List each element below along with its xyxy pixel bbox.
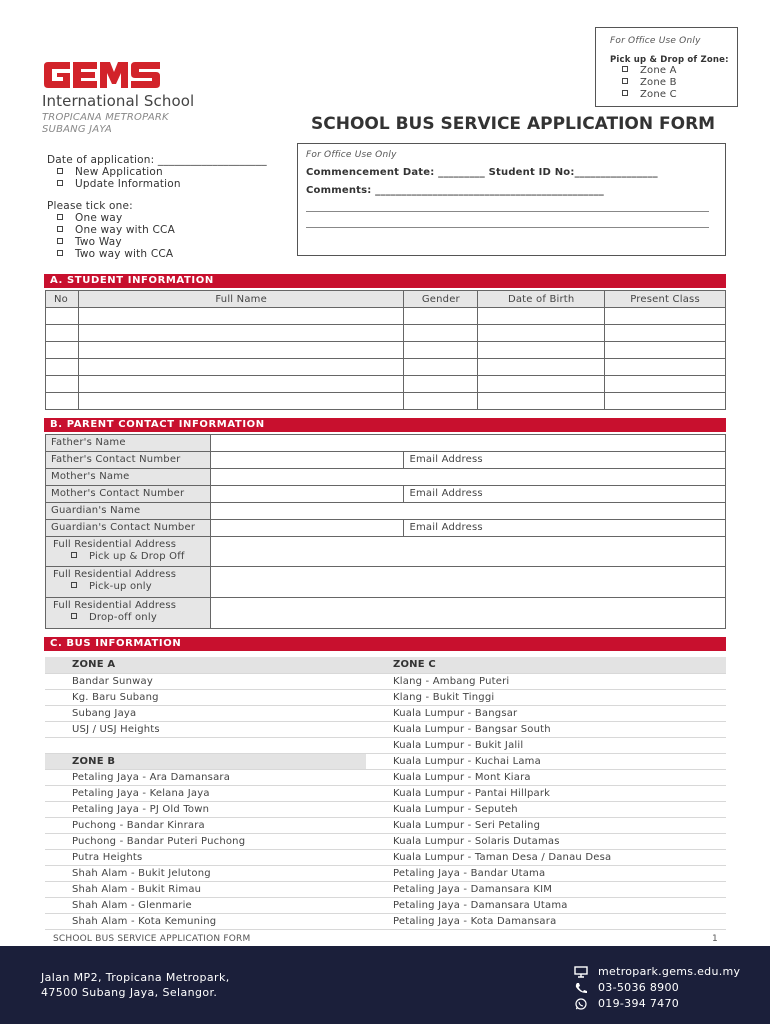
table-row[interactable]: [46, 452, 726, 469]
logo-school-name: International School: [42, 92, 195, 110]
zone-area: Petaling Jaya - Damansara KIM: [366, 881, 726, 897]
checkbox[interactable]: [57, 250, 63, 256]
zone-area: Kuala Lumpur - Taman Desa / Danau Desa: [366, 849, 726, 865]
table-row[interactable]: [46, 537, 726, 567]
office-use-label: For Office Use Only: [610, 36, 701, 46]
application-type-option[interactable]: New Application: [47, 166, 267, 178]
zone-area: Subang Jaya: [45, 705, 366, 721]
zone-row: [45, 705, 726, 721]
checkbox[interactable]: [57, 226, 63, 232]
mother-name-label: Mother's Name: [46, 469, 211, 486]
address-line1: Jalan MP2, Tropicana Metropark,: [41, 971, 230, 984]
address-label: Full Residential Address Pick-up only: [46, 567, 211, 598]
zone-row: [45, 833, 726, 849]
zone-heading: ZONE A: [45, 657, 366, 673]
zone-row: [45, 721, 726, 737]
zone-area: Petaling Jaya - Kelana Jaya: [45, 785, 366, 801]
zone-area: Petaling Jaya - Kota Damansara: [366, 913, 726, 929]
page-footer-form-name: SCHOOL BUS SERVICE APPLICATION FORM: [53, 934, 251, 944]
zone-area: Klang - Ambang Puteri: [366, 673, 726, 689]
zone-area: Shah Alam - Bukit Jelutong: [45, 865, 366, 881]
zone-row: [45, 865, 726, 881]
zone-area: Shah Alam - Bukit Rimau: [45, 881, 366, 897]
pickup-zone-label: Pick up & Drop of Zone:: [610, 55, 729, 65]
table-row[interactable]: [46, 503, 726, 520]
guardian-contact-label: Guardian's Contact Number: [46, 520, 211, 537]
zone-area: Putra Heights: [45, 849, 366, 865]
trip-option[interactable]: Two Way: [47, 236, 267, 248]
application-info: [47, 154, 267, 260]
checkbox[interactable]: [71, 582, 77, 588]
section-b-header: B. PARENT CONTACT INFORMATION: [44, 418, 726, 432]
page-number: 1: [712, 934, 718, 944]
comment-line[interactable]: [306, 218, 709, 228]
guardian-contact-field[interactable]: [210, 520, 404, 537]
table-row[interactable]: [46, 342, 726, 359]
col-no: No: [46, 291, 79, 308]
checkbox[interactable]: [57, 214, 63, 220]
table-row[interactable]: [46, 325, 726, 342]
section-a-header: A. STUDENT INFORMATION: [44, 274, 726, 288]
zone-area: Bandar Sunway: [45, 673, 366, 689]
zone-row: [45, 817, 726, 833]
father-contact-label: Father's Contact Number: [46, 452, 211, 469]
office-use-zone-box: [595, 27, 738, 107]
trip-option[interactable]: One way: [47, 212, 267, 224]
father-contact-field[interactable]: [210, 452, 404, 469]
zone-area: Kuala Lumpur - Seputeh: [366, 801, 726, 817]
zone-row: [45, 849, 726, 865]
zone-area: Puchong - Bandar Kinrara: [45, 817, 366, 833]
logo-campus-line1: TROPICANA METROPARK: [42, 112, 169, 123]
zone-heading: ZONE C: [366, 657, 726, 673]
checkbox[interactable]: [71, 552, 77, 558]
checkbox[interactable]: [622, 66, 628, 72]
zone-area: Kuala Lumpur - Seri Petaling: [366, 817, 726, 833]
zone-row: [45, 785, 726, 801]
zone-area: Petaling Jaya - Ara Damansara: [45, 769, 366, 785]
zone-heading: ZONE B: [45, 753, 366, 769]
table-header-row: [46, 291, 726, 308]
table-row[interactable]: [46, 359, 726, 376]
application-type-option[interactable]: Update Information: [47, 178, 267, 190]
trip-option[interactable]: One way with CCA: [47, 224, 267, 236]
zone-area: Kuala Lumpur - Bukit Jalil: [366, 737, 726, 753]
mother-contact-label: Mother's Contact Number: [46, 486, 211, 503]
zone-area: Kg. Baru Subang: [45, 689, 366, 705]
zone-area: Kuala Lumpur - Bangsar: [366, 705, 726, 721]
monitor-icon: [574, 966, 588, 978]
office-use-label: For Office Use Only: [306, 150, 397, 160]
zone-area: Klang - Bukit Tinggi: [366, 689, 726, 705]
zone-area: Petaling Jaya - Bandar Utama: [366, 865, 726, 881]
zone-row: [45, 881, 726, 897]
website-link[interactable]: metropark.gems.edu.my: [598, 965, 741, 978]
guardian-email-field[interactable]: Email Address: [404, 520, 726, 537]
comments-row[interactable]: Comments: ____________________________________________: [306, 185, 604, 196]
address-field[interactable]: [210, 598, 725, 629]
school-address: [41, 970, 230, 1000]
table-row[interactable]: [46, 393, 726, 410]
date-of-application[interactable]: Date of application: ____________________: [47, 154, 267, 166]
checkbox[interactable]: [57, 238, 63, 244]
zone-area: Petaling Jaya - PJ Old Town: [45, 801, 366, 817]
table-row[interactable]: [46, 435, 726, 452]
table-row[interactable]: [46, 598, 726, 629]
zone-option[interactable]: Zone C: [610, 89, 737, 101]
gems-wordmark: [42, 60, 162, 90]
zone-area: Shah Alam - Glenmarie: [45, 897, 366, 913]
father-name-label: Father's Name: [46, 435, 211, 452]
tick-one-label: Please tick one:: [47, 200, 133, 212]
section-c-header: C. BUS INFORMATION: [44, 637, 726, 651]
logo-campus-line2: SUBANG JAYA: [42, 124, 112, 135]
zone-area: Kuala Lumpur - Bangsar South: [366, 721, 726, 737]
phone-icon: [574, 982, 588, 994]
whatsapp-number[interactable]: 019-394 7470: [598, 997, 680, 1010]
zone-option[interactable]: Zone B: [610, 77, 737, 89]
whatsapp-icon: [574, 998, 588, 1010]
zone-area: Kuala Lumpur - Kuchai Lama: [366, 753, 726, 769]
commencement-row[interactable]: Commencement Date: _________ Student ID No:________________: [306, 167, 658, 178]
address-line2: 47500 Subang Jaya, Selangor.: [41, 986, 218, 999]
checkbox[interactable]: [57, 168, 63, 174]
mother-name-field[interactable]: [210, 469, 725, 486]
col-dob: Date of Birth: [478, 291, 605, 308]
student-info-table: [45, 290, 726, 410]
checkbox[interactable]: [622, 90, 628, 96]
office-use-details-box: [297, 143, 726, 256]
checkbox[interactable]: [71, 613, 77, 619]
zone-area: USJ / USJ Heights: [45, 721, 366, 737]
zone-row: [45, 801, 726, 817]
zone-row: [45, 769, 726, 785]
table-row[interactable]: [46, 376, 726, 393]
zone-area: Petaling Jaya - Damansara Utama: [366, 897, 726, 913]
mother-email-field[interactable]: Email Address: [404, 486, 726, 503]
address-field[interactable]: [210, 537, 725, 567]
mother-contact-field[interactable]: [210, 486, 404, 503]
zone-row: [45, 737, 726, 753]
zone-row: [45, 689, 726, 705]
checkbox[interactable]: [57, 180, 63, 186]
checkbox[interactable]: [622, 78, 628, 84]
zone-option[interactable]: Zone A: [610, 65, 737, 77]
zone-row: [45, 753, 726, 769]
zone-empty-cell: [45, 737, 366, 753]
zone-area: Kuala Lumpur - Solaris Dutamas: [366, 833, 726, 849]
contact-list: [574, 964, 740, 1012]
whatsapp-row[interactable]: [574, 996, 740, 1012]
guardian-name-field[interactable]: [210, 503, 725, 520]
table-row[interactable]: [46, 469, 726, 486]
table-row[interactable]: [46, 308, 726, 325]
zone-row: [45, 673, 726, 689]
bus-zone-table: [45, 657, 726, 930]
father-email-field[interactable]: Email Address: [404, 452, 726, 469]
table-row[interactable]: [46, 486, 726, 503]
guardian-name-label: Guardian's Name: [46, 503, 211, 520]
col-gender: Gender: [404, 291, 478, 308]
zone-row: [45, 657, 726, 673]
form-title: SCHOOL BUS SERVICE APPLICATION FORM: [311, 114, 716, 134]
phone-number[interactable]: 03-5036 8900: [598, 981, 680, 994]
zone-row: [45, 913, 726, 929]
website-row[interactable]: [574, 964, 740, 980]
comment-line[interactable]: [306, 202, 709, 212]
zone-row: [45, 897, 726, 913]
address-field[interactable]: [210, 567, 725, 598]
address-label: Full Residential Address Drop-off only: [46, 598, 211, 629]
zone-area: Shah Alam - Kota Kemuning: [45, 913, 366, 929]
zone-area: Puchong - Bandar Puteri Puchong: [45, 833, 366, 849]
zone-area: Kuala Lumpur - Pantai Hillpark: [366, 785, 726, 801]
contact-footer: [0, 946, 770, 1024]
parent-contact-table: [45, 434, 726, 629]
address-label: Full Residential Address Pick up & Drop Off: [46, 537, 211, 567]
table-row[interactable]: [46, 567, 726, 598]
col-class: Present Class: [605, 291, 726, 308]
trip-option[interactable]: Two way with CCA: [47, 248, 267, 260]
table-row[interactable]: [46, 520, 726, 537]
col-full-name: Full Name: [78, 291, 403, 308]
school-logo: [42, 60, 195, 135]
phone-row[interactable]: [574, 980, 740, 996]
zone-area: Kuala Lumpur - Mont Kiara: [366, 769, 726, 785]
logo-campus: [42, 112, 169, 136]
father-name-field[interactable]: [210, 435, 725, 452]
